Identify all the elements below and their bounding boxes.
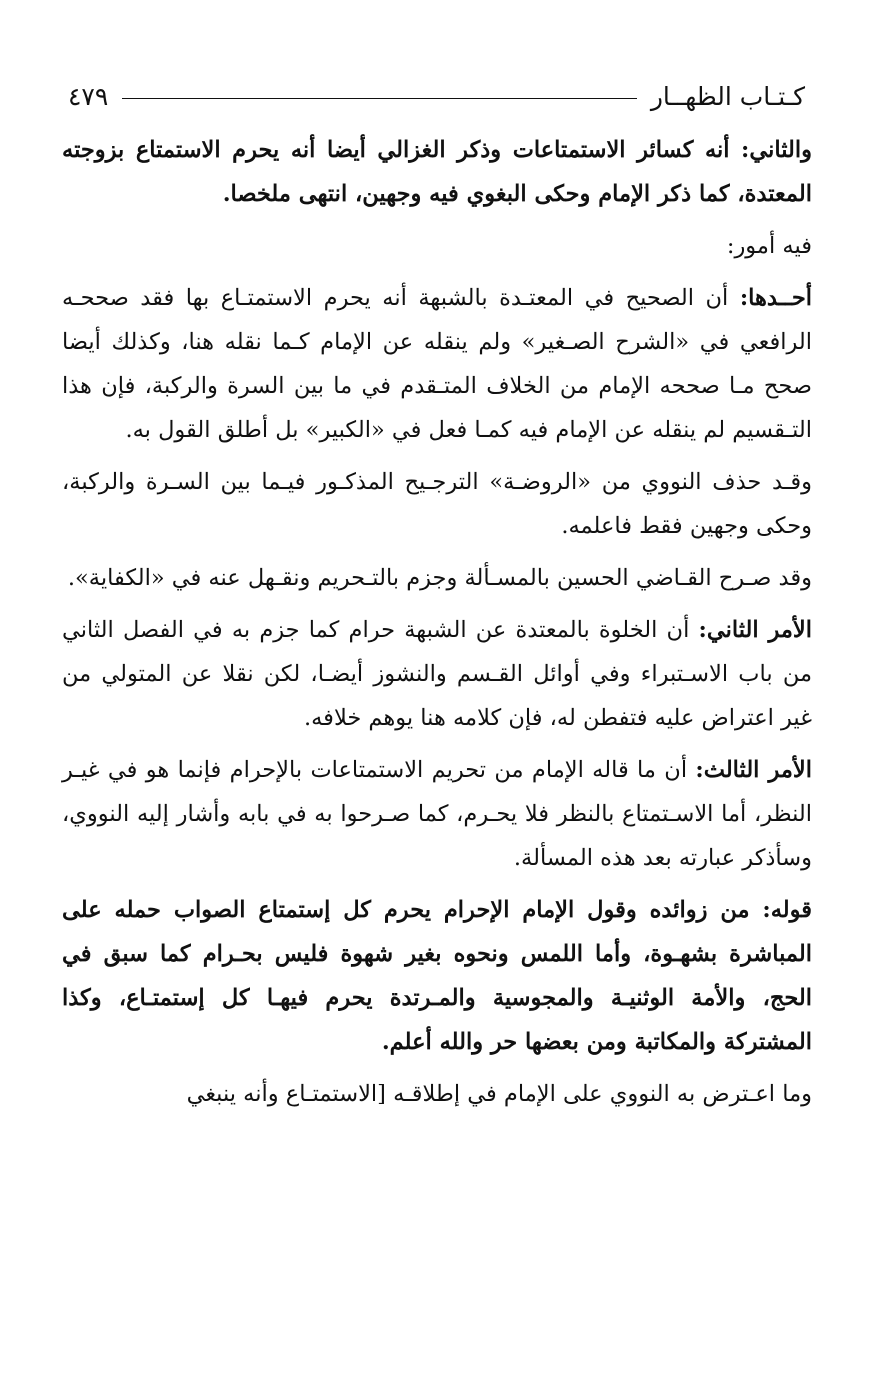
paragraph-text: وقد صـرح القـاضي الحسين بالمسـألة وجزم بالتـحريم ونقـهل عنه في «الكفاية». <box>67 565 812 591</box>
paragraph-text: وما اعـترض به النووي على الإمام في إطلاقـه [الاستمتـاع وأنه ينبغي <box>186 1081 812 1107</box>
paragraph-lead: الأمر الثالث: <box>695 757 812 783</box>
paragraph-3 <box>62 276 812 452</box>
paragraph-5 <box>62 556 812 600</box>
paragraph-7 <box>62 748 812 880</box>
paragraph-lead: أحــدها: <box>739 285 812 311</box>
paragraph-6 <box>62 608 812 740</box>
paragraph-1 <box>62 128 812 216</box>
paragraph-9 <box>62 1072 812 1116</box>
paragraph-lead: الأمر الثاني: <box>698 617 812 643</box>
paragraph-text: أن الخلوة بالمعتدة عن الشبهة حرام كما جزم به في الفصل الثاني من باب الاسـتبراء وفي أوائل القـسم والنشوز أيضـا، لكن نقلا عن المتولي من غير اعتراض عليه فتفطن له، فإن كلامه هنا يوهم خلافه. <box>62 617 812 731</box>
header-rule <box>122 98 637 99</box>
page-header <box>68 74 805 118</box>
paragraph-text: قوله: من زوائده وقول الإمام الإحرام يحرم كل إستمتاع الصواب حمله على المباشرة بشهـوة، وأما اللمس ونحوه بغير شهوة فليس بحـرام كما سبق في الحج، والأمة الوثنيـة والمجوسية والمـرتدة يحرم فيهـا كل إستمتـاع، وكذا المشتركة والمكاتبة ومن بعضها حر والله أعلم. <box>62 897 812 1055</box>
page-body <box>62 128 812 1124</box>
paragraph-text: فيه أمور: <box>726 233 812 259</box>
paragraph-8 <box>62 888 812 1064</box>
running-title: كـتـاب الظهــار <box>650 81 805 111</box>
paragraph-text: وقـد حذف النووي من «الروضـة» الترجـيح المذكـور فيـما بين السـرة والركبة، وحكى وجهين فقط فاعلمه. <box>62 469 812 539</box>
paragraph-2 <box>62 224 812 268</box>
paragraph-text: والثاني: أنه كسائر الاستمتاعات وذكر الغزالي أيضا أنه يحرم الاستمتاع بزوجته المعتدة، كما ذكر الإمام وحكى البغوي فيه وجهين، انتهى ملخصا. <box>62 137 812 207</box>
page-number: ٤٧٩ <box>68 81 109 111</box>
paragraph-4 <box>62 460 812 548</box>
paragraph-text: أن الصحيح في المعتـدة بالشبهة أنه يحرم الاستمتـاع بها فقد صححـه الرافعي في «الشرح الصـغير» ولم ينقله عن الإمام كـما نقله هنا، وكذلك أيضا صحح مـا صححه الإمام من الخلاف المتـقدم في ما بين السرة والركبة، فإن هذا التـقسيم لم ينقله عن الإمام فيه كمـا فعل في «الكبير» بل أطلق القول به. <box>62 285 812 443</box>
paragraph-text: أن ما قاله الإمام من تحريم الاستمتاعات بالإحرام فإنما هو في غيـر النظر، أما الاسـتمتاع بالنظر فلا يحـرم، كما صـرحوا به في بابه وأشار إليه النووي، وسأذكر عبارته بعد هذه المسألة. <box>62 757 812 871</box>
